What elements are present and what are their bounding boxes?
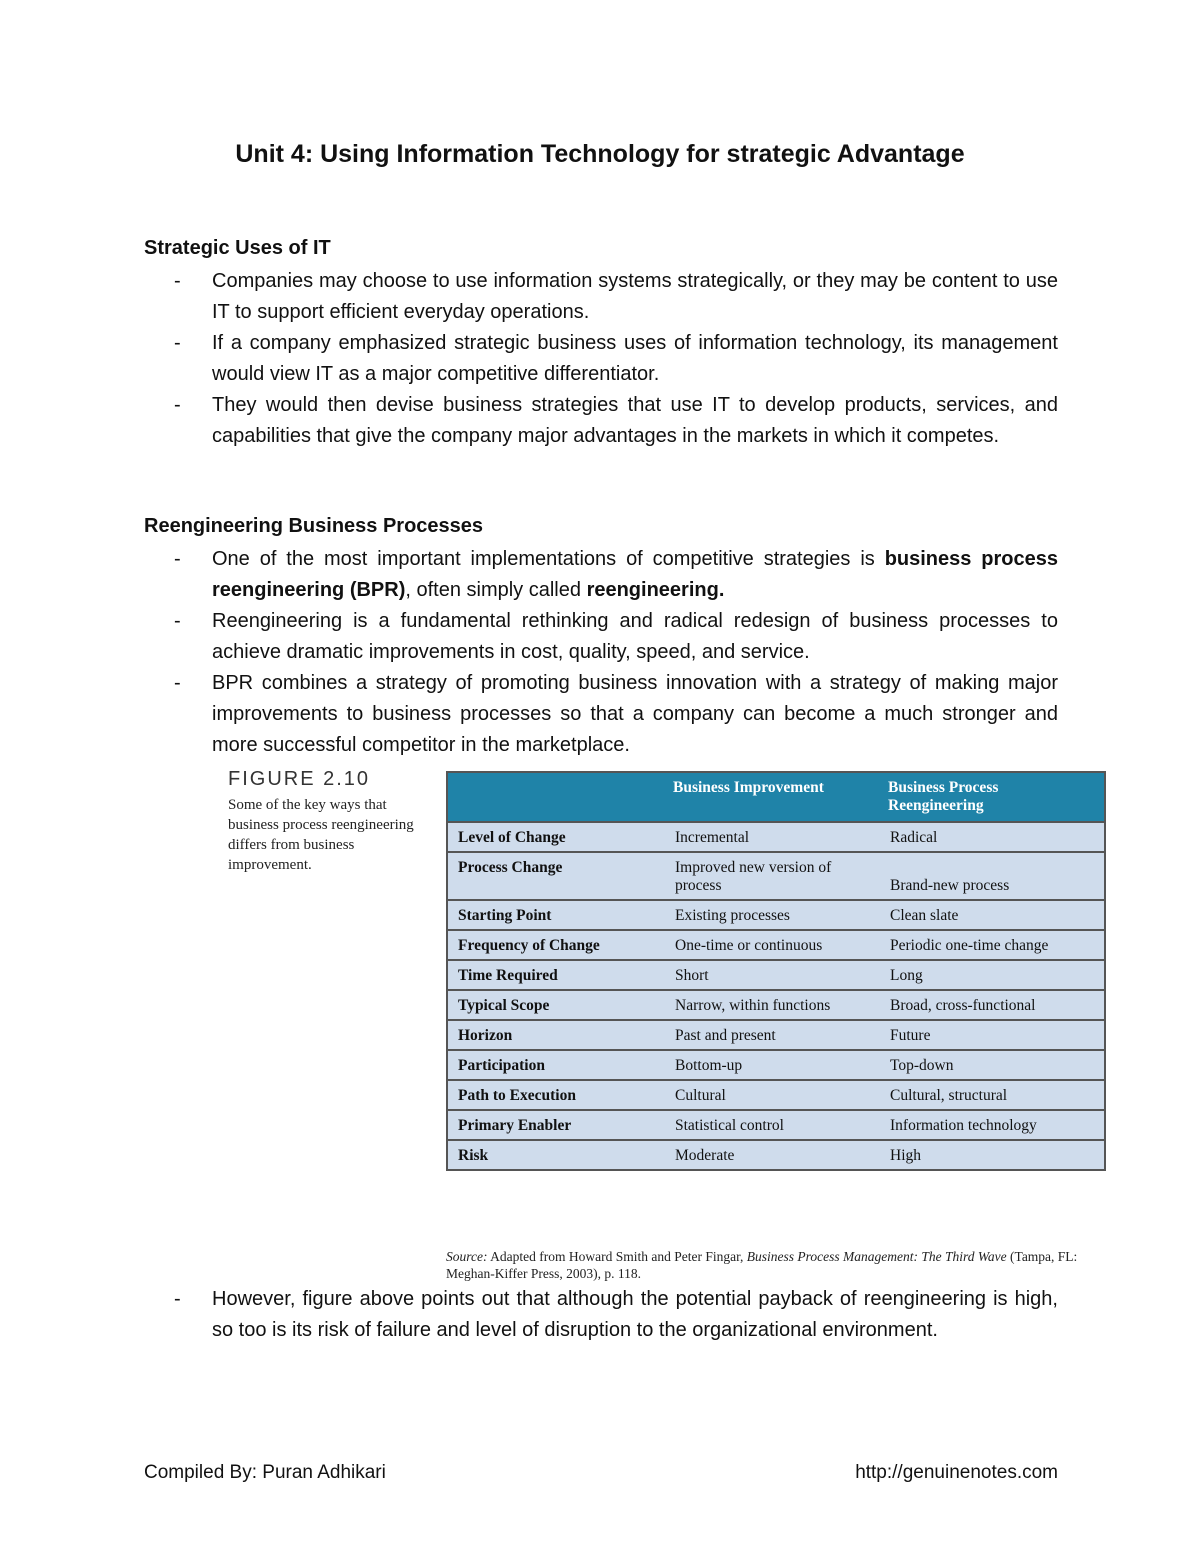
reengineering-term: reengineering.: [586, 579, 725, 601]
table-row: Process Change Improved new version of process Brand-new process: [447, 852, 1105, 900]
figure-number: FIGURE 2.10: [228, 768, 371, 790]
section-heading-reengineering: Reengineering Business Processes: [144, 515, 484, 537]
table-row: Frequency of Change One-time or continuous Periodic one-time change: [447, 930, 1105, 960]
table-row: Participation Bottom-up Top-down: [447, 1050, 1105, 1080]
table-row: Time Required Short Long: [447, 960, 1105, 990]
list-item: - They would then devise business strategies that use IT to develop products, services, and capabilities that give the company major advantages in the markets in which it competes.: [174, 394, 1058, 447]
table-row: Primary Enabler Statistical control Information technology: [447, 1110, 1105, 1140]
list-item: - Companies may choose to use information systems strategically, or they may be content to use IT to support efficient everyday operations.: [174, 270, 1058, 323]
table-row: Level of Change Incremental Radical: [447, 822, 1105, 852]
header-empty: [447, 772, 665, 822]
figure-source: [446, 1248, 1106, 1282]
source-label: Source:: [446, 1249, 488, 1264]
footer-url[interactable]: http://genuinenotes.com: [855, 1462, 1058, 1483]
list-item: - If a company emphasized strategic business uses of information technology, its management would view IT as a major competitive differentiator.: [174, 332, 1058, 385]
header-bpr: Business Process Reengineering: [880, 772, 1105, 822]
conclusion-list: [144, 1284, 1058, 1346]
table-row: Starting Point Existing processes Clean slate: [447, 900, 1105, 930]
table-row: Path to Execution Cultural Cultural, structural: [447, 1080, 1105, 1110]
bpr-comparison-table: [446, 771, 1106, 1171]
source-book: Business Process Management: The Third Wave: [746, 1249, 1007, 1264]
table-row: Risk Moderate High: [447, 1140, 1105, 1170]
list-item: - One of the most important implementations of competitive strategies is business process reengineering (BPR), often simply called reengineering.: [174, 548, 1059, 601]
figure-description: Some of the key ways that business process reengineering differs from business improvement.: [228, 797, 414, 873]
list-item: - BPR combines a strategy of promoting business innovation with a strategy of making major improvements to business processes so that a company can become a much stronger and more successful competitor in the marketplace.: [174, 672, 1058, 756]
source-text: Adapted from Howard Smith and Peter Fingar,: [490, 1249, 744, 1264]
table-header-row: [447, 772, 1105, 822]
list-item: - However, figure above points out that although the potential payback of reengineering is high, so too is its risk of failure and level of disruption to the organizational environment.: [174, 1288, 1058, 1341]
header-business-improvement: Business Improvement: [665, 772, 880, 822]
table-row: Horizon Past and present Future: [447, 1020, 1105, 1050]
reengineering-list: [144, 544, 1058, 761]
list-item: - Reengineering is a fundamental rethinking and radical redesign of business processes to achieve dramatic improvements in cost, quality, speed, and service.: [174, 610, 1058, 663]
strategic-uses-list: [144, 266, 1058, 452]
table-row: Typical Scope Narrow, within functions Broad, cross-functional: [447, 990, 1105, 1020]
page-title: Unit 4: Using Information Technology for strategic Advantage: [235, 140, 965, 168]
bpr-term: business process reengineering (BPR): [212, 548, 1059, 601]
footer-author: Compiled By: Puran Adhikari: [144, 1462, 386, 1483]
section-heading-strategic-uses: Strategic Uses of IT: [144, 237, 331, 259]
figure-caption: [228, 768, 428, 875]
source-tail: (Tampa, FL: Meghan-Kiffer Press, 2003), p. 118.: [446, 1249, 1078, 1281]
